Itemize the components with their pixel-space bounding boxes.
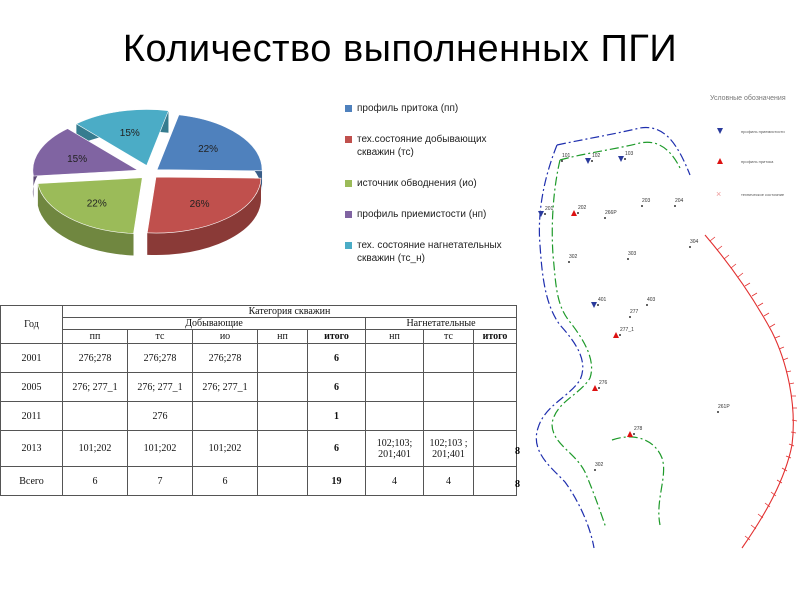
table-cell: 4: [366, 467, 424, 496]
table-cell: 276; 277_1: [128, 373, 193, 402]
well-label: 204: [675, 198, 684, 204]
legend-label: тех. состояние нагнетательных скважин (тс_н): [357, 240, 502, 264]
table-cell: [424, 373, 474, 402]
sub-header: пп: [63, 330, 128, 344]
well-label: 302: [569, 254, 578, 260]
table-cell: [258, 431, 308, 467]
well-point: [604, 217, 606, 219]
well-label: 203: [642, 198, 651, 204]
well-label: 403: [647, 297, 656, 303]
legend-label: источник обводнения (ио): [357, 178, 477, 189]
table-cell: 6: [308, 431, 366, 467]
well-point: [544, 213, 546, 215]
table-cell: 276;278: [128, 344, 193, 373]
table-cell: [63, 402, 128, 431]
well-point: [591, 160, 593, 162]
pie-chart: [0, 95, 310, 275]
overflow-total: 8: [515, 479, 520, 490]
well-point: [577, 212, 579, 214]
table-cell: 276; 277_1: [63, 373, 128, 402]
well-label: 303: [628, 251, 637, 257]
table-cell: 101;202: [128, 431, 193, 467]
injection-profile-icon: [538, 211, 544, 217]
table-cell: 102;103; 201;401: [366, 431, 424, 467]
well-map: [530, 85, 800, 555]
row-year: 2001: [1, 344, 63, 373]
sub-header: тс: [128, 330, 193, 344]
legend-item: [345, 239, 525, 265]
row-year: Всего: [1, 467, 63, 496]
injection-profile-icon: [591, 302, 597, 308]
inflow-profile-icon: [571, 210, 577, 216]
table-cell: [474, 431, 517, 467]
legend-swatch: [345, 211, 352, 218]
legend-item: [345, 177, 525, 190]
well-label: 261Р: [718, 404, 730, 410]
well-point: [619, 334, 621, 336]
legend-label: профиль приемистости (нп): [357, 209, 487, 220]
well-point: [674, 205, 676, 207]
table-cell: 6: [308, 344, 366, 373]
fault-line: [705, 235, 793, 548]
chart-legend: [345, 102, 525, 283]
inflow-profile-icon: [717, 158, 723, 164]
map-legend-label: профиль притока: [741, 159, 774, 164]
well-label: 401: [598, 297, 607, 303]
table-cell: 276: [128, 402, 193, 431]
table-cell: [258, 402, 308, 431]
injection-profile-icon: [717, 128, 723, 134]
pie-data-label: 26%: [189, 198, 210, 210]
well-point: [629, 316, 631, 318]
sub-header: нп: [258, 330, 308, 344]
inflow-profile-icon: [592, 385, 598, 391]
pie-slice: [157, 115, 262, 171]
well-label: 277: [630, 309, 639, 315]
legend-swatch: [345, 242, 352, 249]
well-label: 304: [690, 239, 699, 245]
table-cell: [366, 402, 424, 431]
map-legend-label: техническое состояние: [741, 192, 785, 197]
map-legend: [716, 128, 785, 199]
well-point: [717, 411, 719, 413]
sub-header: итого: [474, 330, 517, 344]
injection-profile-icon: [585, 158, 591, 164]
well-label: 103: [625, 151, 634, 157]
pie-data-label: 15%: [119, 127, 140, 139]
injection-profile-icon: [618, 156, 624, 162]
table-cell: 101;202: [63, 431, 128, 467]
map-legend-title: Условные обозначения: [710, 95, 786, 102]
well-point: [598, 387, 600, 389]
table-cell: 4: [424, 467, 474, 496]
sub-header: итого: [308, 330, 366, 344]
table-cell: [258, 373, 308, 402]
table-cell: 276;278: [63, 344, 128, 373]
table-cell: [193, 402, 258, 431]
table-cell: 6: [193, 467, 258, 496]
table-cell: 101;202: [193, 431, 258, 467]
inflow-profile-icon: [627, 431, 633, 437]
well-label: 277_1: [620, 327, 634, 333]
table-cell: [424, 402, 474, 431]
table-cell: [474, 402, 517, 431]
well-label: 202: [578, 205, 587, 211]
table-cell: 6: [63, 467, 128, 496]
legend-swatch: [345, 180, 352, 187]
overflow-total: 8: [515, 446, 520, 457]
wells-table: [0, 305, 517, 496]
technical-state-icon: ×: [716, 189, 722, 199]
well-label: 278: [634, 426, 643, 432]
table-cell: [258, 467, 308, 496]
map-legend-label: профиль приемистости: [741, 129, 785, 134]
well-markers: [538, 151, 730, 471]
pie-data-label: 22%: [198, 144, 219, 156]
well-point: [624, 158, 626, 160]
table-cell: [474, 373, 517, 402]
table-cell: 7: [128, 467, 193, 496]
row-year: 2011: [1, 402, 63, 431]
legend-label: профиль притока (пп): [357, 103, 459, 114]
well-label: 101: [562, 153, 571, 159]
category-header: Категория скважин: [63, 306, 517, 318]
legend-swatch: [345, 136, 352, 143]
well-label: 266Р: [605, 210, 617, 216]
pie-data-label: 15%: [67, 153, 88, 165]
well-label: 276: [599, 380, 608, 386]
well-label: 102: [592, 153, 601, 159]
table-cell: [474, 467, 517, 496]
table-cell: [366, 344, 424, 373]
well-point: [641, 205, 643, 207]
well-point: [627, 258, 629, 260]
fault-ticks: [710, 237, 797, 540]
table-cell: 276; 277_1: [193, 373, 258, 402]
table-cell: 102;103 ; 201;401: [424, 431, 474, 467]
sub-header: ио: [193, 330, 258, 344]
well-label: 201: [545, 206, 554, 212]
table-cell: 1: [308, 402, 366, 431]
row-year: 2005: [1, 373, 63, 402]
pie-data-label: 22%: [86, 198, 107, 210]
well-point: [568, 261, 570, 263]
sub-header: тс: [424, 330, 474, 344]
legend-item: [345, 133, 525, 159]
well-point: [561, 160, 563, 162]
table-cell: [366, 373, 424, 402]
table-cell: [424, 344, 474, 373]
table-cell: [474, 344, 517, 373]
table-cell: 19: [308, 467, 366, 496]
sub-header: нп: [366, 330, 424, 344]
legend-label: тех.состояние добывающих скважин (тс): [357, 134, 487, 158]
well-point: [594, 469, 596, 471]
table-cell: [258, 344, 308, 373]
table-cell: 6: [308, 373, 366, 402]
legend-swatch: [345, 105, 352, 112]
inflow-profile-icon: [613, 332, 619, 338]
year-header: Год: [1, 306, 63, 344]
well-point: [689, 246, 691, 248]
well-point: [646, 304, 648, 306]
slide-title: Количество выполненных ПГИ: [122, 28, 678, 70]
row-year: 2013: [1, 431, 63, 467]
well-label: 302: [595, 462, 604, 468]
legend-item: [345, 102, 525, 115]
table-cell: 276;278: [193, 344, 258, 373]
well-point: [633, 433, 635, 435]
well-point: [597, 304, 599, 306]
producing-header: Добывающие: [63, 318, 366, 330]
legend-item: [345, 208, 525, 221]
injection-header: Нагнетательные: [366, 318, 517, 330]
